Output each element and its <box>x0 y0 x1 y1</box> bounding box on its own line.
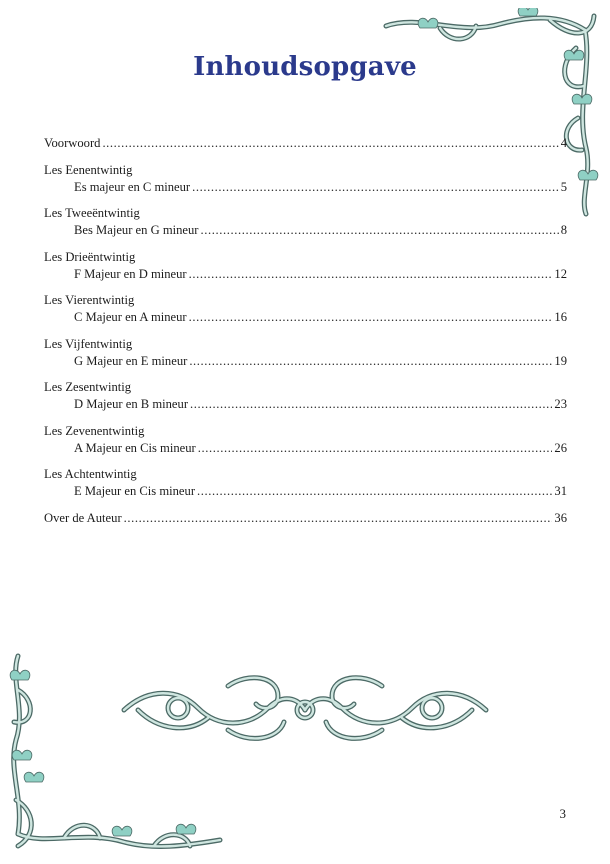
toc-lesson-subtitle: C Majeur en A mineur <box>74 310 187 324</box>
toc-entry-lesson[interactable] <box>44 249 567 283</box>
toc-entry-label: Over de Auteur <box>44 510 122 525</box>
page-title: Inhoudsopgave <box>193 52 417 82</box>
toc-page-number: 4 <box>560 136 567 150</box>
toc-lesson-heading: Les Drieëntwintig <box>44 249 136 264</box>
toc-page-number: 26 <box>554 440 567 455</box>
toc-lesson-subtitle: E Majeur en Cis mineur <box>74 484 196 498</box>
table-of-contents <box>44 135 567 536</box>
toc-lesson-subtitle: D Majeur en B mineur <box>74 397 189 411</box>
toc-lesson-subtitle: Bes Majeur en G mineur <box>74 223 199 237</box>
dot-leader <box>201 222 559 239</box>
toc-entry-lesson[interactable] <box>44 205 567 239</box>
dot-leader <box>192 179 559 196</box>
toc-entry-lesson[interactable] <box>44 379 567 413</box>
toc-lesson-heading: Les Vijfentwintig <box>44 336 133 351</box>
dot-leader <box>189 309 553 326</box>
toc-entry-lesson[interactable] <box>44 423 567 457</box>
toc-entry-lesson[interactable] <box>44 336 567 370</box>
page-number: 3 <box>559 806 566 821</box>
dot-leader <box>190 396 552 413</box>
toc-page-number: 19 <box>554 353 567 368</box>
toc-entry-lesson[interactable] <box>44 292 567 326</box>
toc-page-number: 23 <box>554 397 567 411</box>
toc-page-number: 36 <box>554 510 567 525</box>
toc-lesson-heading: Les Eenentwintig <box>44 162 133 177</box>
toc-page-number: 16 <box>554 310 567 324</box>
dot-leader <box>198 440 553 457</box>
toc-page-number: 12 <box>554 266 567 281</box>
toc-page-number: 8 <box>560 223 567 237</box>
toc-lesson-subtitle: F Majeur en D mineur <box>74 266 187 281</box>
toc-lesson-heading: Les Zesentwintig <box>44 380 132 394</box>
toc-page-number: 5 <box>560 179 567 194</box>
toc-lesson-heading: Les Tweeëntwintig <box>44 206 140 220</box>
toc-lesson-heading: Les Zevenentwintig <box>44 423 145 438</box>
toc-lesson-subtitle: Es majeur en C mineur <box>74 179 191 194</box>
toc-entry-lesson[interactable] <box>44 162 567 196</box>
toc-lesson-subtitle: G Majeur en E mineur <box>74 353 188 368</box>
celtic-vine-corner-icon <box>4 650 226 858</box>
toc-lesson-subtitle: A Majeur en Cis mineur <box>74 440 196 455</box>
toc-entry-voorwoord[interactable] <box>44 135 567 152</box>
toc-entry-over-de-auteur[interactable] <box>44 510 567 527</box>
dot-leader <box>189 353 552 370</box>
dot-leader <box>124 510 553 527</box>
toc-lesson-heading: Les Achtentwintig <box>44 467 137 481</box>
dot-leader <box>197 483 552 500</box>
toc-entry-lesson[interactable] <box>44 466 567 500</box>
dot-leader <box>102 135 558 152</box>
toc-page-number: 31 <box>554 484 567 498</box>
dot-leader <box>189 266 553 283</box>
toc-lesson-heading: Les Vierentwintig <box>44 293 135 307</box>
toc-entry-label: Voorwoord <box>44 136 101 150</box>
